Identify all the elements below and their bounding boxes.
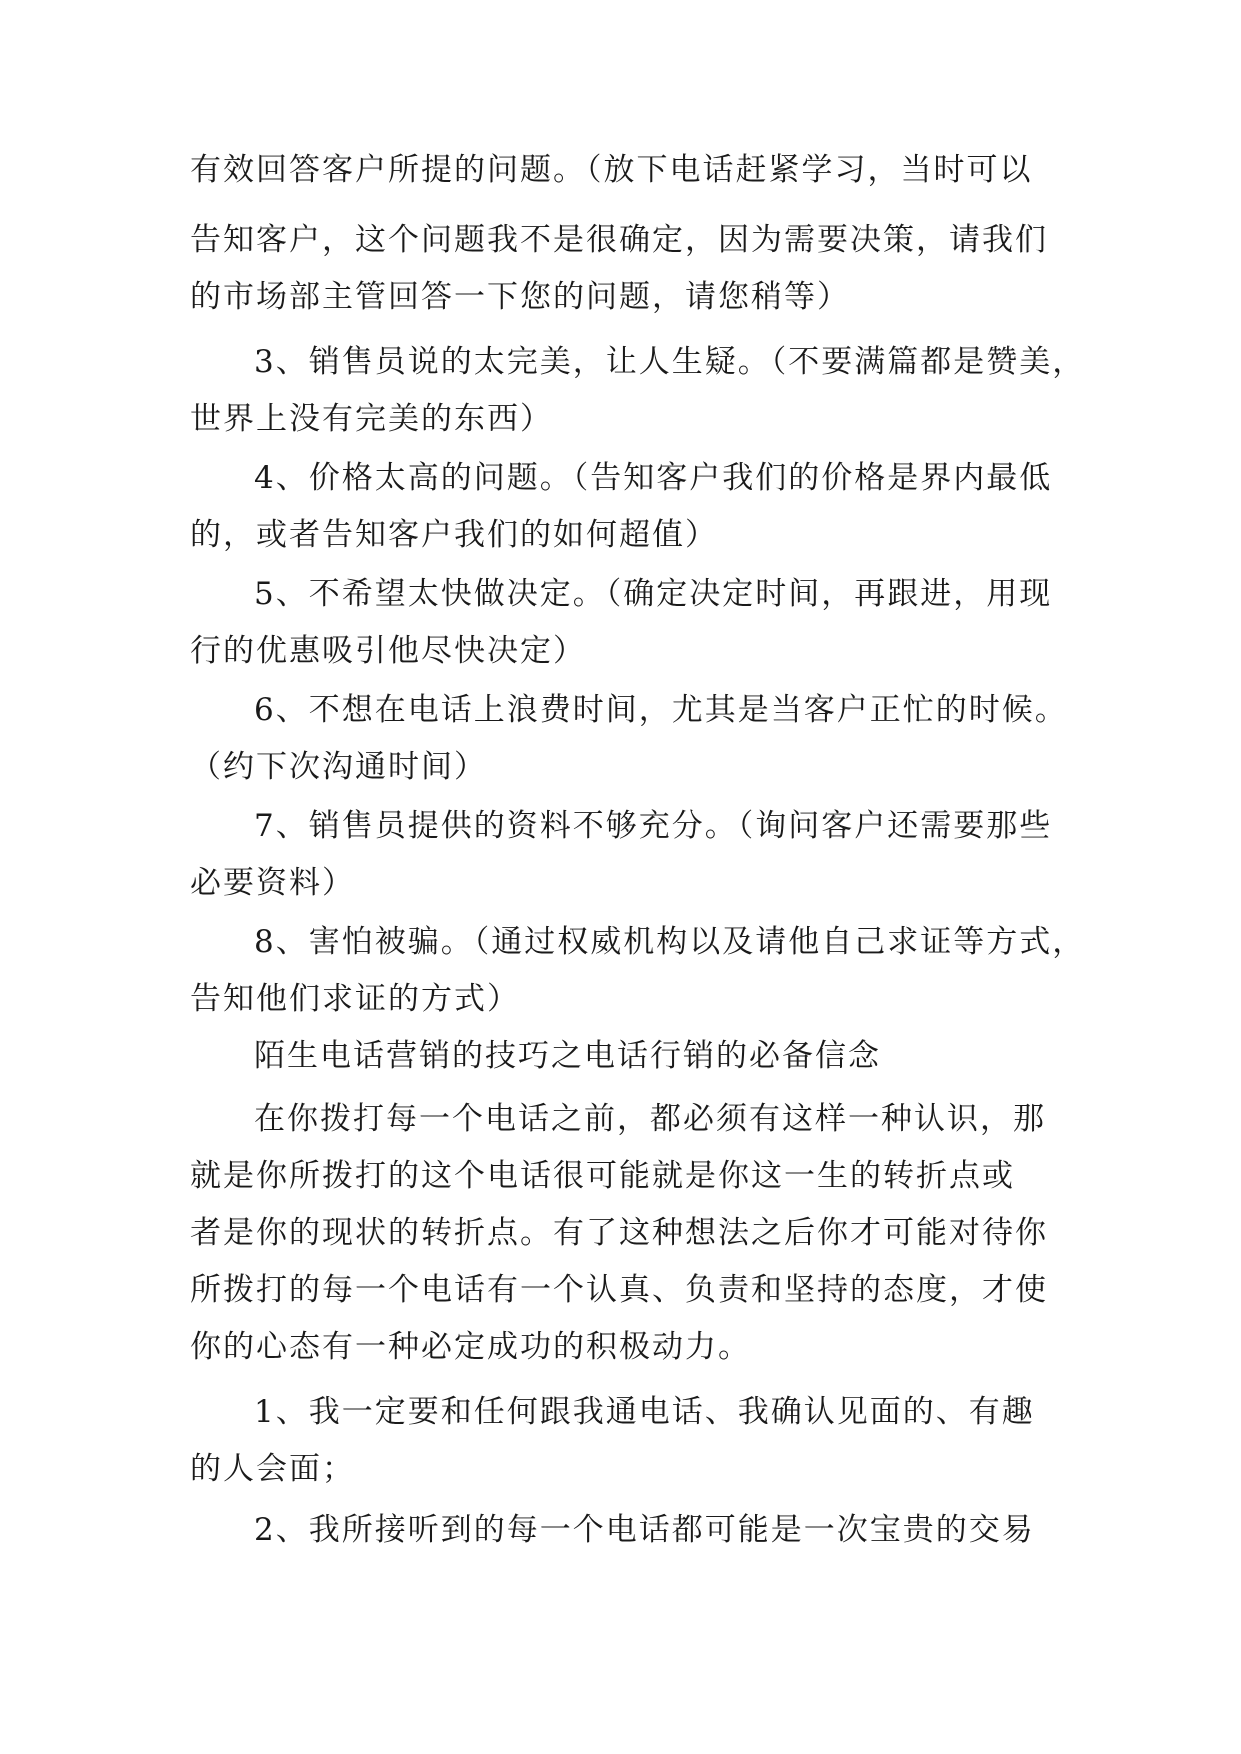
text-line: 的市场部主管回答一下您的问题，请您稍等） bbox=[190, 279, 850, 315]
text-line: 3、销售员说的太完美，让人生疑。（不要满篇都是赞美， bbox=[254, 344, 1086, 380]
text-line: 陌生电话营销的技巧之电话行销的必备信念 bbox=[254, 1038, 881, 1074]
text-line: 所拨打的每一个电话有一个认真、负责和坚持的态度，才使 bbox=[190, 1272, 1048, 1308]
text-line: 者是你的现状的转折点。有了这种想法之后你才可能对待你 bbox=[190, 1215, 1048, 1251]
text-line: 4、价格太高的问题。（告知客户我们的价格是界内最低 bbox=[254, 460, 1053, 496]
text-line: 6、不想在电话上浪费时间，尤其是当客户正忙的时候。 bbox=[254, 692, 1068, 728]
text-line: 的，或者告知客户我们的如何超值） bbox=[190, 517, 718, 553]
text-line: 5、不希望太快做决定。（确定决定时间，再跟进，用现 bbox=[254, 576, 1053, 612]
text-line: 必要资料） bbox=[190, 865, 355, 901]
text-line: 2、我所接听到的每一个电话都可能是一次宝贵的交易 bbox=[254, 1512, 1035, 1548]
text-line: 告知他们求证的方式） bbox=[190, 981, 520, 1017]
text-line: 7、销售员提供的资料不够充分。（询问客户还需要那些 bbox=[254, 808, 1053, 844]
text-line: 在你拨打每一个电话之前，都必须有这样一种认识，那 bbox=[254, 1101, 1046, 1137]
text-line: 就是你所拨打的这个电话很可能就是你这一生的转折点或 bbox=[190, 1158, 1015, 1194]
text-line: 世界上没有完美的东西） bbox=[190, 401, 553, 437]
text-line: 1、我一定要和任何跟我通电话、我确认见面的、有趣 bbox=[254, 1394, 1035, 1430]
text-line: 8、害怕被骗。（通过权威机构以及请他自己求证等方式， bbox=[254, 924, 1086, 960]
text-line: 有效回答客户所提的问题。（放下电话赶紧学习，当时可以 bbox=[190, 152, 1033, 188]
text-line: 的人会面； bbox=[190, 1451, 355, 1487]
text-line: （约下次沟通时间） bbox=[190, 749, 487, 785]
text-line: 你的心态有一种必定成功的积极动力。 bbox=[190, 1329, 751, 1365]
text-line: 告知客户，这个问题我不是很确定，因为需要决策，请我们 bbox=[190, 222, 1048, 258]
text-line: 行的优惠吸引他尽快决定） bbox=[190, 633, 586, 669]
